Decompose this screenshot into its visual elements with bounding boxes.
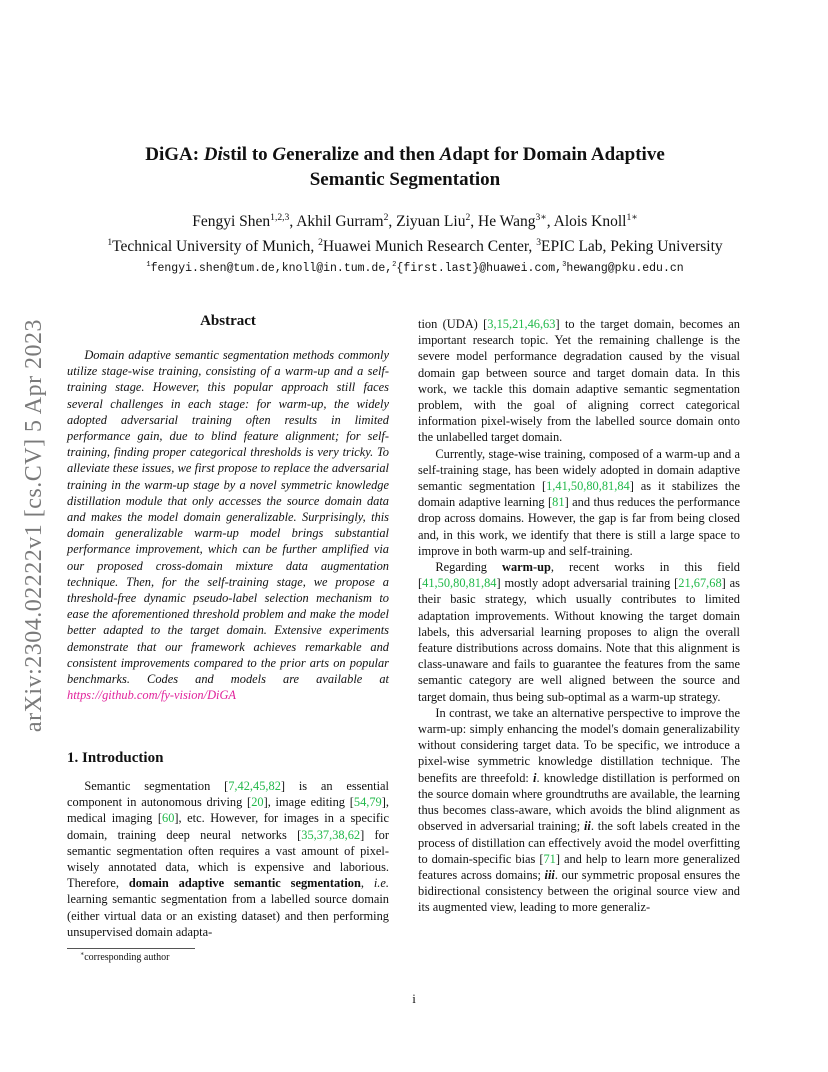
email: hewang@pku.edu.cn bbox=[566, 262, 684, 275]
abstract-heading: Abstract bbox=[200, 313, 256, 329]
title-part: Di bbox=[203, 144, 223, 165]
page-number: i bbox=[412, 991, 416, 1006]
emphasis-text: domain adaptive semantic segmentation bbox=[128, 876, 361, 891]
email-list bbox=[70, 262, 760, 275]
footnote bbox=[80, 952, 169, 963]
author-name: , Akhil Gurram bbox=[289, 213, 384, 230]
body-text: ] to the target domain, becomes an important research topic. Yet the remaining challenge is the severe model performance degradation caused by the visual domain gap between source and target domain data. In this work, we tackle this domain adaptive semantic segmentation problem, with the goal of aligning correct categorical information pixel-wisely from the labelled source domain onto the unlabelled target domain. bbox=[418, 317, 740, 445]
body-text: . our symmetric proposal ensures the bidirectional consistency between the original source view and its augmented view, leading to more generaliz- bbox=[418, 867, 740, 915]
footnote-divider bbox=[67, 948, 195, 949]
citation-link[interactable]: 3,15,21,46,63 bbox=[487, 317, 556, 331]
body-text: Currently, stage-wise training, composed of a warm-up and a self-training stage, has been widely adopted in domain adaptive semantic segmentation [ bbox=[418, 446, 740, 494]
body-text: Semantic segmentation [ bbox=[84, 779, 229, 793]
affiliation: Huawei Munich Research Center, bbox=[322, 238, 537, 255]
title-part: dapt for Domain Adaptive bbox=[452, 144, 665, 165]
body-text: ] for semantic segmentation often requires a vast amount of pixel-wisely annotated data, which is expensive and laborious. Therefore, bbox=[67, 827, 389, 891]
author-affiliation-mark: 3∗ bbox=[535, 211, 547, 223]
body-text: ] mostly adopt adversarial training [ bbox=[496, 576, 679, 591]
emphasis-text: i.e. bbox=[373, 876, 389, 891]
citation-link[interactable]: 41,50,80,81,84 bbox=[422, 576, 497, 591]
author-name: , Alois Knoll bbox=[546, 213, 627, 230]
email-mark: 1 bbox=[146, 261, 151, 270]
citation-link[interactable]: 7,42,45,82 bbox=[228, 779, 281, 793]
paper-title bbox=[100, 142, 710, 192]
enumeration-marker: iii bbox=[544, 867, 555, 882]
affiliation-mark: 3 bbox=[536, 236, 541, 248]
citation-link[interactable]: 60 bbox=[162, 811, 175, 826]
author-affiliation-mark: 2 bbox=[465, 211, 471, 223]
introduction-body bbox=[67, 778, 389, 940]
author-list bbox=[70, 212, 760, 232]
email-mark: 2 bbox=[392, 261, 397, 270]
body-text: , recent works in this field [ bbox=[418, 560, 740, 591]
body-text: , bbox=[360, 876, 374, 891]
affiliation-mark: 2 bbox=[318, 236, 323, 248]
enumeration-marker: i bbox=[533, 770, 537, 785]
footnote-text: corresponding author bbox=[84, 952, 170, 963]
title-part: DiGA: bbox=[145, 144, 204, 165]
email: fengyi.shen@tum.de,knoll@in.tum.de, bbox=[150, 262, 393, 275]
title-part: stil to bbox=[222, 144, 273, 165]
citation-link[interactable]: 20 bbox=[251, 795, 264, 810]
abstract-body bbox=[67, 347, 389, 703]
right-column-body bbox=[418, 316, 740, 916]
arxiv-identifier: arXiv:2304.02222v1 [cs.CV] 5 Apr 2023 bbox=[21, 318, 48, 732]
enumeration-marker: ii bbox=[583, 819, 591, 834]
author-affiliation-mark: 2 bbox=[383, 211, 389, 223]
body-text: ] and thus reduces the performance drop across domains. However, the gap is far from being closed and, in this work, we identify that there is still a large space to improve in both warm-up and self-training. bbox=[418, 495, 740, 558]
body-text: ] as it stabilizes the domain adaptive learning [ bbox=[418, 479, 741, 510]
author-name: Fengyi Shen bbox=[192, 213, 271, 230]
author-name: , Ziyuan Liu bbox=[388, 213, 466, 230]
email: {first.last}@huawei.com, bbox=[396, 262, 563, 275]
citation-link[interactable]: 54,79 bbox=[353, 795, 382, 810]
body-text: ], etc. However, for images in a specific domain, training deep neural networks [ bbox=[67, 811, 390, 842]
email-mark: 3 bbox=[562, 261, 567, 270]
title-part: G bbox=[272, 144, 287, 165]
body-text: ] as their basic strategy, which usually contributes to limited adaptation improvements. Without knowing the target domain labels, this adversarial learning proposes to align the overall feature distributions across domains. Note that this alignment is class-unaware and fails to guarantee the features from the same semantic category are well aligned between the source and target domain, thus being sub-optimal as a warm-up strategy. bbox=[418, 576, 740, 704]
affiliation: EPIC Lab, Peking University bbox=[540, 238, 723, 255]
author-affiliation-mark: 1,2,3 bbox=[270, 211, 290, 223]
section-heading-introduction: 1. Introduction bbox=[67, 750, 164, 766]
code-link[interactable]: https://github.com/fy-vision/DiGA bbox=[67, 688, 236, 703]
citation-link[interactable]: 1,41,50,80,81,84 bbox=[546, 479, 630, 494]
author-name: , He Wang bbox=[470, 213, 536, 230]
body-text: ] is an essential component in autonomous driving [ bbox=[67, 779, 390, 810]
body-text: ], medical imaging [ bbox=[67, 795, 389, 826]
title-line-2: Semantic Segmentation bbox=[309, 169, 501, 190]
citation-link[interactable]: 21,67,68 bbox=[678, 576, 722, 591]
body-text: learning semantic segmentation from a labelled source domain (either virtual data or an existing dataset) and then performing unsupervised domain adapta- bbox=[67, 892, 389, 939]
affiliation-mark: 1 bbox=[107, 236, 113, 248]
abstract-text: Domain adaptive semantic segmentation methods commonly utilize stage-wise training, consisting of a warm-up and a self-training stage. However, this popular approach still faces several challenges in each stage: for warm-up, the widely adopted adversarial training often results in limited performance gain, due to blind feature alignment; for self-training, finding proper categorical thresholds is very tricky. To alleviate these issues, we first propose to replace the adversarial training in the warm-up stage by a novel symmetric knowledge distillation module that only accesses the source domain data and makes the model domain generalizable. Surprisingly, this domain generalizable warm-up model brings substantial performance improvement, which can be further amplified via our proposed cross-domain mixture data augmentation technique. Then, for the self-training stage, we propose a threshold-free dynamic pseudo-label selection mechanism to ease the aforementioned threshold problem and make the model better adapted to the target domain. Extensive experiments demonstrate that our framework achieves remarkable and consistent improvements compared to the prior arts on popular benchmarks. Codes and models are available at bbox=[67, 348, 389, 687]
affiliation: Technical University of Munich, bbox=[112, 238, 319, 255]
body-text: . the soft labels created in the process of distillation can effectively avoid the model overfitting to domain-specific bias [ bbox=[418, 819, 740, 866]
body-text: . knowledge distillation is performed on the source domain where groundtruths are available, the learning thus becomes class-aware, which avoids the blind alignment as observed in adversarial training; bbox=[418, 770, 740, 834]
citation-link[interactable]: 81 bbox=[552, 495, 565, 510]
emphasis-text: warm-up bbox=[502, 560, 551, 575]
body-text: Regarding bbox=[435, 560, 503, 575]
arxiv-watermark bbox=[10, 290, 60, 760]
body-text: tion (UDA) [ bbox=[418, 317, 488, 331]
title-part: eneralize and then bbox=[286, 144, 440, 165]
body-text: In contrast, we take an alternative perspective to improve the warm-up: simply enhancing the model's domain generalizability without considering target data. To be specific, we introduce a pixel-wise symmetric knowledge distillation technique. The benefits are threefold: bbox=[418, 705, 740, 785]
citation-link[interactable]: 71 bbox=[543, 851, 556, 866]
affiliation-list bbox=[70, 237, 760, 257]
body-text: ] and help to learn more generalized features across domains; bbox=[418, 851, 740, 882]
author-affiliation-mark: 1∗ bbox=[626, 211, 638, 223]
body-text: ], image editing [ bbox=[263, 795, 354, 810]
title-part: A bbox=[439, 144, 453, 165]
citation-link[interactable]: 35,37,38,62 bbox=[301, 827, 361, 842]
footnote-mark: ∗ bbox=[80, 950, 85, 958]
